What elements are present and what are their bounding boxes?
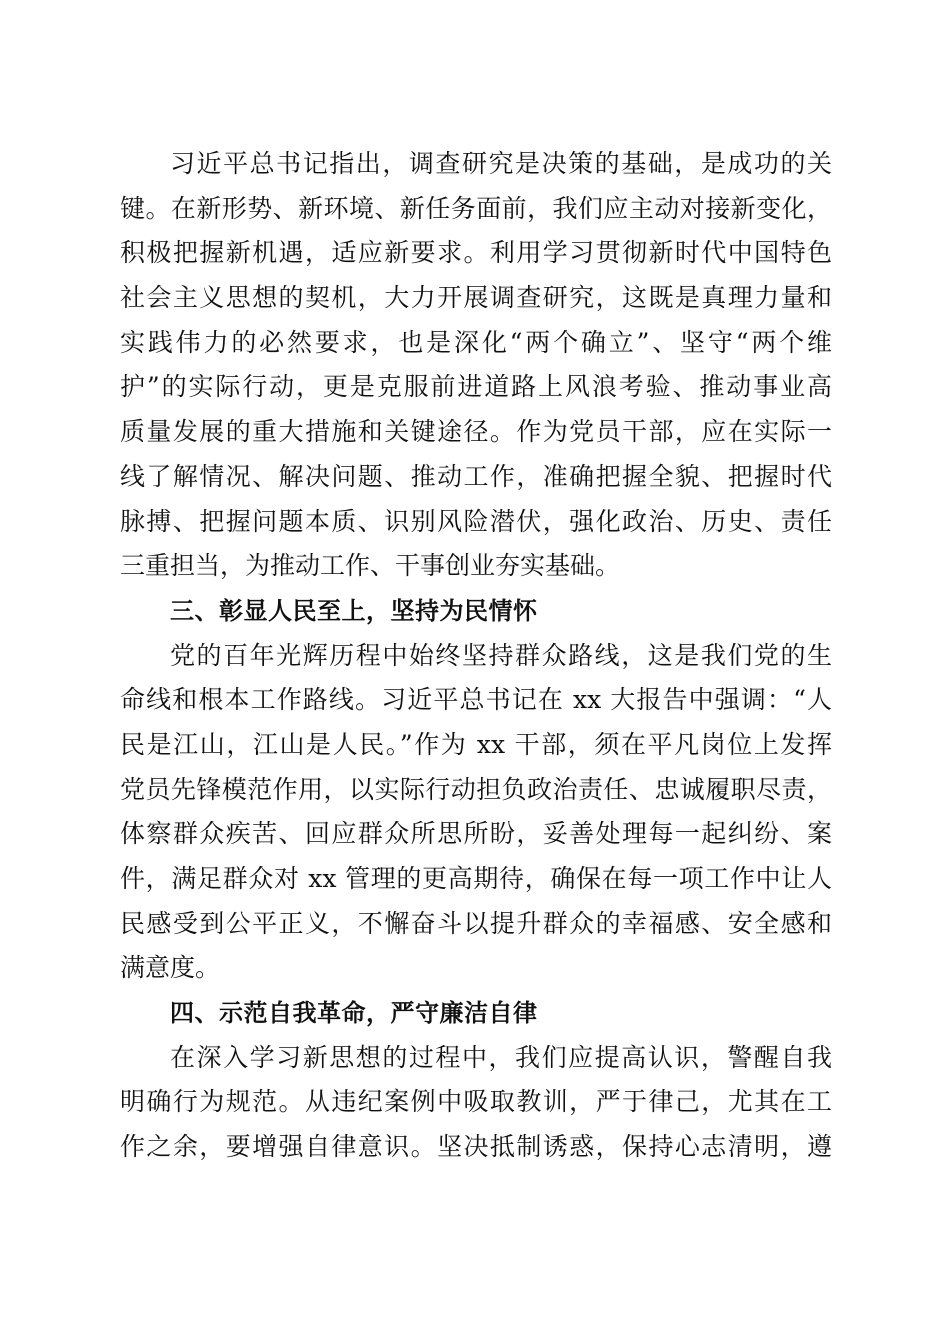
paragraph-line: 党的百年光辉历程中始终坚持群众路线，这是我们党的生 — [170, 640, 832, 670]
paragraph-line: 民是江山，江山是人民。”作为 xx 干部，须在平凡岗位上发挥 — [120, 729, 832, 759]
paragraph-line: 习近平总书记指出，调查研究是决策的基础，是成功的关 — [170, 149, 832, 178]
paragraph-line: 脉搏、把握问题本质、识别风险潜伏，强化政治、历史、责任 — [120, 506, 832, 536]
paragraph-investigation — [120, 142, 832, 589]
paragraph-line: 在深入学习新思想的过程中，我们应提高认识，警醒自我 — [170, 1042, 832, 1072]
paragraph-line: 键。在新形势、新环境、新任务面前，我们应主动对接新变化， — [120, 193, 832, 223]
paragraph-line: 党员先锋模范作用，以实际行动担负政治责任、忠诚履职尽责， — [120, 774, 832, 804]
paragraph-line: 护”的实际行动，更是克服前进道路上风浪考验、推动事业高 — [120, 372, 832, 402]
paragraph-line: 件，满足群众对 xx 管理的更高期待，确保在每一项工作中让人 — [120, 864, 832, 893]
paragraph-line: 质量发展的重大措施和关键途径。作为党员干部，应在实际一 — [120, 417, 832, 447]
section-heading-3: 三、彰显人民至上，坚持为民情怀 — [170, 596, 538, 625]
paragraph-line: 民感受到公平正义，不懈奋斗以提升群众的幸福感、安全感和 — [120, 908, 832, 938]
paragraph-line: 三重担当，为推动工作、干事创业夯实基础。 — [120, 551, 621, 581]
paragraph-line: 实践伟力的必然要求，也是深化“两个确立”、坚守“两个维 — [120, 327, 832, 357]
paragraph-line: 线了解情况、解决问题、推动工作，准确把握全貌、把握时代 — [120, 461, 832, 491]
paragraph-line: 满意度。 — [120, 953, 221, 983]
paragraph-line: 社会主义思想的契机，大力开展调查研究，这既是真理力量和 — [120, 283, 832, 313]
paragraph-people-first — [120, 634, 832, 992]
paragraph-line: 作之余，要增强自律意识。坚决抵制诱惑，保持心志清明，遵 — [120, 1132, 832, 1162]
document-body — [120, 142, 832, 1170]
paragraph-line: 体察群众疾苦、回应群众所思所盼，妥善处理每一起纠纷、案 — [120, 819, 832, 849]
paragraph-line: 命线和根本工作路线。习近平总书记在 xx 大报告中强调：“人 — [120, 685, 832, 715]
section-heading-4: 四、示范自我革命，严守廉洁自律 — [170, 999, 538, 1028]
paragraph-line: 明确行为规范。从违纪案例中吸取教训，严于律己，尤其在工 — [120, 1087, 832, 1117]
paragraph-self-discipline — [120, 1036, 832, 1170]
paragraph-line: 积极把握新机遇，适应新要求。利用学习贯彻新时代中国特色 — [120, 238, 832, 268]
